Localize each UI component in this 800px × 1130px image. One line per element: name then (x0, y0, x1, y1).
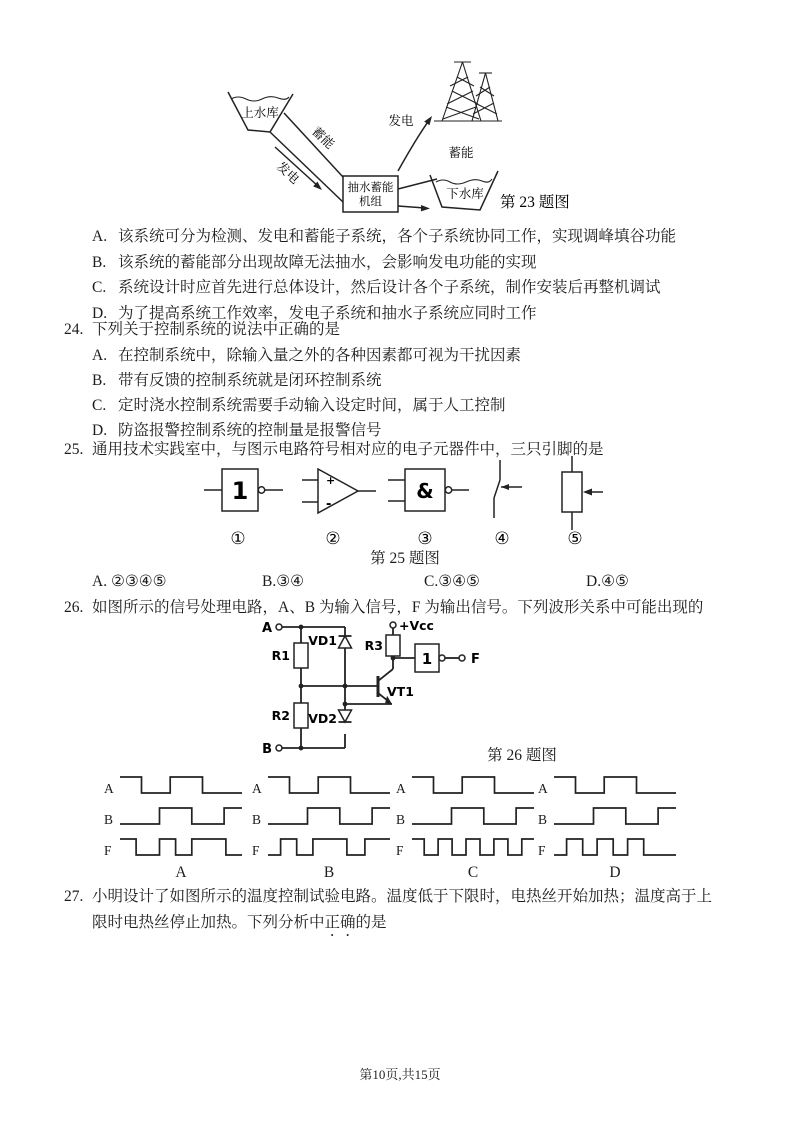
transmission-towers-icon (434, 62, 502, 121)
not-gate-symbol (204, 469, 283, 511)
q27-number: 27. (64, 888, 84, 905)
r3-label: R3 (364, 638, 383, 653)
option-letter: D. (92, 304, 108, 322)
diode-vd1 (308, 633, 351, 648)
symbol-number-5: ⑤ (567, 529, 583, 548)
q24-stem-line (64, 317, 340, 339)
wave-signal-label: F (104, 843, 112, 858)
wave-row (538, 768, 684, 799)
q26-stem-line (64, 595, 703, 617)
upper-reservoir-label: 上水库 (241, 106, 279, 120)
lower-reservoir (430, 171, 498, 210)
opamp-minus: - (326, 497, 332, 512)
option-text: 防盗报警控制系统的控制量是报警信号 (118, 422, 382, 439)
wave-row (104, 768, 250, 799)
gen-flow-label: 发电 (274, 159, 302, 187)
q24-option-c (92, 393, 521, 418)
q25-option-c (424, 569, 480, 595)
option-text: ④⑤ (601, 573, 629, 590)
pump-storage-unit (343, 176, 398, 212)
waveform-plot (268, 771, 390, 799)
option-text: ③④⑤ (438, 573, 480, 590)
page-footer: 第10页,共15页 (359, 1067, 441, 1082)
q27-stem-line1 (64, 884, 712, 906)
nand-gate-symbol (388, 469, 469, 511)
wave-signal-label: B (252, 812, 262, 827)
not-gate (415, 644, 445, 672)
symbol-number-3: ③ (417, 529, 433, 548)
q24-options (92, 343, 521, 443)
terminal-b (276, 745, 282, 751)
q25-stem: 通用技术实践室中，与图示电路符号相对应的电子元器件中，三只引脚的是 (92, 441, 604, 458)
outflow-arrow (421, 205, 430, 212)
resistor-r2 (294, 703, 308, 728)
q23-options (92, 224, 676, 326)
transistor-vt1 (378, 669, 414, 707)
vt1-label: VT1 (387, 684, 414, 699)
vd1-label: VD1 (308, 633, 337, 648)
option-letter: A. (92, 573, 108, 590)
opamp-symbol (302, 469, 376, 513)
wave-row (538, 799, 684, 830)
q24-option-a (92, 343, 521, 368)
nand-gate-label: & (416, 479, 434, 503)
q23-option-b (92, 250, 676, 276)
wave-signal-label: A (396, 781, 406, 796)
wave-signal-label: B (538, 812, 548, 827)
transistor-symbol (494, 460, 522, 518)
waveform-plot (412, 833, 534, 861)
option-letter: C. (92, 397, 107, 414)
waveform-plot (554, 802, 676, 830)
option-text: 为了提高系统工作效率，发电子系统和抽水子系统应同时工作 (118, 304, 537, 322)
q27-text-line2-pre: 限时电热丝停止加热。下列分析中 (92, 914, 325, 931)
q26-figure-caption: 第 26 题图 (487, 747, 557, 764)
wave-row (104, 830, 250, 861)
wave-signal-label: B (396, 812, 406, 827)
option-text: 在控制系统中，除输入量之外的各种因素都可视为干扰因素 (118, 347, 522, 364)
wave-row (252, 830, 398, 861)
q27-emphasized-text: 正确 (324, 914, 356, 931)
resistor-r1 (294, 643, 308, 668)
generation-label: 发电 (388, 114, 414, 128)
symbol-number-1: ① (230, 529, 246, 548)
q26-number: 26. (64, 599, 84, 616)
waveform-plot (120, 802, 242, 830)
option-letter: D. (586, 573, 602, 590)
option-letter: C. (92, 279, 107, 296)
q24-stem: 下列关于控制系统的说法中正确的是 (92, 321, 341, 338)
upper-reservoir (228, 92, 293, 132)
option-letter: B. (92, 372, 107, 389)
waveform-option-letter: C (467, 864, 479, 881)
option-text: ③④ (276, 573, 305, 590)
option-text: 定时浇水控制系统需要手动输入设定时间，属于人工控制 (118, 397, 506, 414)
q25-option-d (586, 569, 629, 595)
waveform-plot (268, 802, 390, 830)
waveform-group-c (396, 768, 542, 882)
option-text: 该系统可分为检测、发电和蓄能子系统，各个子系统协同工作，实现调峰填谷功能 (118, 228, 677, 245)
symbol-number-4: ④ (494, 529, 510, 548)
option-letter: B. (92, 253, 107, 271)
unit-label-line1: 抽水蓄能 (347, 182, 394, 194)
waveform-group-d (538, 768, 684, 882)
terminal-a (276, 624, 282, 630)
waveform-plot (554, 771, 676, 799)
wave-row (396, 768, 542, 799)
gate-label: 1 (421, 650, 433, 668)
unit-outflow-line (398, 206, 425, 208)
waveform-option-letter: D (609, 864, 621, 881)
q24-option-b (92, 368, 521, 393)
not-gate-label: 1 (231, 477, 249, 505)
q27-text-line2-post: 的是 (355, 914, 387, 931)
waveform-group-b (252, 768, 398, 882)
wave-row (104, 799, 250, 830)
output-f-label: F (471, 652, 480, 667)
r1-label: R1 (271, 648, 290, 663)
lower-reservoir-label: 下水库 (446, 187, 484, 201)
option-letter: A. (92, 347, 108, 364)
q27-text-line1: 小明设计了如图所示的温度控制试验电路。温度低于下限时，电热丝开始加热；温度高于上 (92, 888, 713, 905)
q25-option-b (262, 569, 304, 595)
diode-vd2 (308, 710, 351, 726)
vcc-label: +Vcc (399, 618, 434, 633)
wave-row (396, 830, 542, 861)
option-text: 系统设计时应首先进行总体设计，然后设计各个子系统，制作安装后再整机调试 (118, 279, 661, 296)
input-a-label: A (261, 621, 272, 636)
q23-option-a (92, 224, 676, 250)
symbol-number-2: ② (325, 529, 341, 548)
wave-signal-label: F (396, 843, 404, 858)
waveform-option-letter: B (323, 864, 335, 881)
waveform-plot (120, 833, 242, 861)
storage-label: 蓄能 (448, 146, 474, 160)
opamp-plus: + (326, 474, 336, 487)
q25-option-a (92, 569, 167, 595)
waveform-plot (120, 771, 242, 799)
option-text: 该系统的蓄能部分出现故障无法抽水，会影响发电功能的实现 (118, 253, 537, 271)
potentiometer-symbol (562, 456, 603, 530)
wave-row (252, 768, 398, 799)
option-letter: B. (262, 573, 277, 590)
option-text: ②③④⑤ (110, 573, 167, 590)
unit-to-reservoir-line (398, 179, 437, 189)
wave-row (538, 830, 684, 861)
waveform-group-a (104, 768, 250, 882)
wave-signal-label: F (252, 843, 260, 858)
waveform-option-letter: A (175, 864, 187, 881)
waveform-plot (554, 833, 676, 861)
q23-option-c (92, 275, 676, 301)
r2-label: R2 (271, 708, 290, 723)
wave-signal-label: B (104, 812, 114, 827)
input-b-label: B (262, 742, 272, 757)
option-letter: D. (92, 422, 108, 439)
q23-figure-caption: 第 23 题图 (500, 194, 570, 211)
q26-stem: 如图所示的信号处理电路，A、B 为输入信号，F 为输出信号。下列波形关系中可能出现的 (92, 599, 704, 616)
resistor-r3 (386, 635, 400, 656)
unit-label-line2: 机组 (359, 196, 382, 208)
q25-figure-caption: 第 25 题图 (370, 550, 440, 567)
waveform-plot (268, 833, 390, 861)
option-text: 带有反馈的控制系统就是闭环控制系统 (118, 372, 382, 389)
store-flow-label: 蓄能 (309, 124, 337, 152)
penstock-channel (270, 113, 343, 202)
wave-row (396, 799, 542, 830)
q25-figure-symbols (190, 456, 610, 551)
option-letter: C. (424, 573, 439, 590)
wave-row (252, 799, 398, 830)
vd2-label: VD2 (308, 711, 337, 726)
terminal-f (459, 655, 465, 661)
generation-arrow (424, 114, 434, 125)
wave-signal-label: A (538, 781, 548, 796)
option-letter: A. (92, 228, 108, 245)
q25-number: 25. (64, 441, 84, 458)
q23-figure-pumped-storage (180, 55, 600, 225)
wave-signal-label: A (252, 781, 262, 796)
waveform-plot (412, 771, 534, 799)
q24-number: 24. (64, 321, 84, 338)
wave-signal-label: A (104, 781, 114, 796)
wave-signal-label: F (538, 843, 546, 858)
waveform-plot (412, 802, 534, 830)
q27-stem-line2 (92, 910, 387, 940)
terminal-vcc (390, 622, 396, 628)
